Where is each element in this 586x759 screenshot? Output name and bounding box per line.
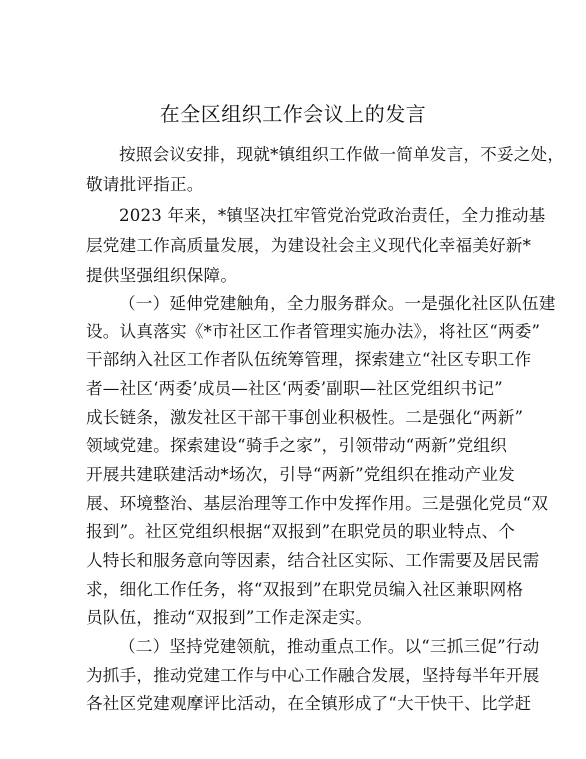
paragraph-line: 者—社区‘两委’成员—社区‘两委’副职—社区党组织书记” (86, 379, 503, 398)
paragraph-line: 报到”。社区党组织根据“双报到”在职党员的职业特点、个 (86, 522, 516, 541)
paragraph-line: 按照会议安排，现就*镇组织工作做一简单发言，不妥之处， (119, 145, 565, 164)
paragraph-line: 人特长和服务意向等因素，结合社区实际、工作需要及居民需 (86, 551, 540, 570)
paragraph-line: 提供坚强组织保障。 (86, 266, 238, 285)
paragraph-line: 展、环境整治、基层治理等工作中发挥作用。三是强化党员“双 (86, 494, 549, 513)
paragraph-line: 层党建工作高质量发展，为建设社会主义现代化幸福美好新* (86, 236, 532, 255)
paragraph-line: 开展共建联建活动*场次，引导“两新”党组织在推动产业发 (86, 465, 515, 484)
paragraph-line: 各社区党建观摩评比活动，在全镇形成了“大干快干、比学赶 (86, 694, 532, 713)
paragraph-line: 设。认真落实《*市社区工作者管理实施办法》，将社区“两委” (86, 322, 541, 341)
paragraph-line: （一）延伸党建触角，全力服务群众。一是强化社区队伍建 (119, 294, 556, 313)
paragraph-line: 干部纳入社区工作者队伍统筹管理，探索建立“社区专职工作 (86, 350, 532, 369)
paragraph-line: 员队伍，推动“双报到”工作走深走实。 (86, 608, 373, 627)
document-title: 在全区组织工作会议上的发言 (159, 102, 427, 126)
paragraph-line: 敬请批评指正。 (86, 175, 204, 194)
paragraph-line: 领域党建。探索建设“骑手之家”，引领带动“两新”党组织 (86, 436, 507, 455)
paragraph-line: 2023 年来，*镇坚决扛牢管党治党政治责任，全力推动基 (119, 206, 546, 225)
paragraph-line: 为抓手，推动党建工作与中心工作融合发展，坚持每半年开展 (86, 666, 540, 685)
paragraph-line: 成长链条，激发社区干部干事创业积极性。二是强化“两新” (86, 408, 524, 427)
paragraph-line: 求，细化工作任务，将“双报到”在职党员编入社区兼职网格 (86, 580, 524, 599)
paragraph-line: （二）坚持党建领航，推动重点工作。以“三抓三促”行动 (119, 637, 540, 656)
